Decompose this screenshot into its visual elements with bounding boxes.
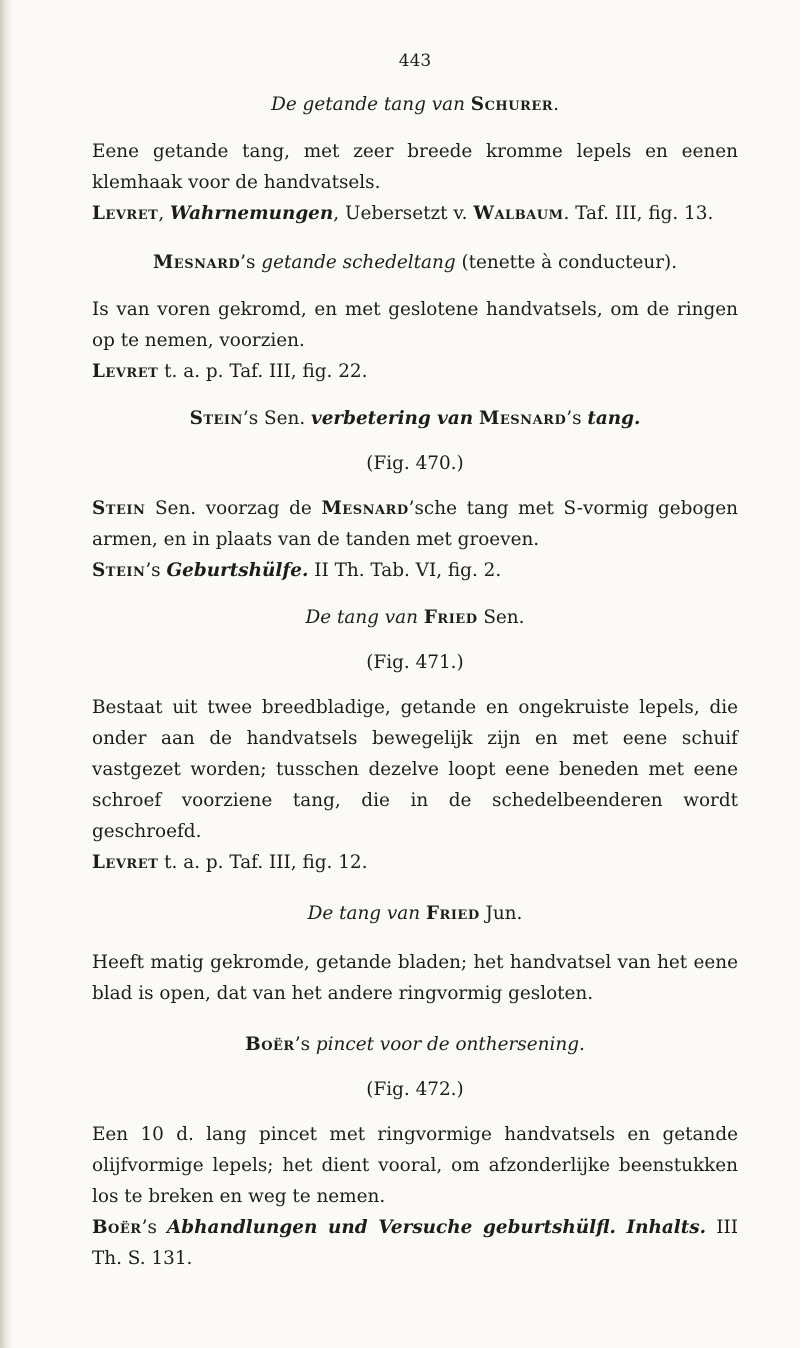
heading-text: pincet voor de onthersening. [315,1034,585,1055]
heading-end: . [553,94,559,115]
ref-author: Boër [92,1217,142,1238]
ref-author2: Walbaum [473,203,564,224]
ref-author: Levret [92,361,159,382]
heading-text: De tang van [305,607,418,628]
ref-title: Geburtshülfe. [166,560,309,581]
reference-stein [92,555,738,586]
body-name-2: Mesnard [321,498,409,519]
body-mid: Sen. voorzag de [145,498,322,519]
heading-name: Boër [245,1034,295,1055]
paragraph-stein [92,493,738,555]
heading-end: Jun. [479,903,523,924]
heading-text: De tang van [307,903,421,924]
ref-title: Wahrnemungen [170,203,334,224]
paragraph-boer: Een 10 d. lang pincet met ringvormige handvatsels en getande olijfvormige lepels; het dient vooral, om afzonderlijke beenstukken los te breken en weg te nemen. [92,1124,738,1207]
paragraph-schurer: Eene getande tang, met zeer breede kromme lepels en eenen klemhaak voor de handvatsels. [92,141,738,193]
paragraph-fried-jun: Heeft matig gekromde, getande bladen; het handvatsel van het eene blad is open, dat van het andere ringvormig gesloten. [92,952,738,1004]
heading-pre-2: ’s [566,408,588,429]
heading-pre: ’s [240,252,262,273]
heading-name: Fried [423,607,478,628]
section-heading-boer [92,1029,738,1060]
section-heading-fried-sen [92,602,738,633]
ref-mid: , Uebersetzt v. [333,203,474,224]
figure-label-472: (Fig. 472.) [366,1079,464,1100]
ref-end: III Th. S. 131. [92,1217,738,1269]
section-heading-schurer [92,89,738,120]
book-page [92,46,738,1274]
heading-text: getande schedeltang [261,252,456,273]
heading-end: (tenette à conducteur). [455,252,678,273]
heading-text: De getande tang van [271,94,465,115]
heading-pre: ’s [294,1034,316,1055]
heading-name: Schurer [470,94,554,115]
section-heading-fried-jun [92,898,738,929]
reference-boer [92,1212,738,1274]
ref-title: Abhandlungen und Versuche geburtshülfl. Inhalts. [167,1217,707,1238]
ref-sep: ’s [141,1217,168,1238]
ref-end: t. a. p. Taf. III, fig. 22. [158,361,368,382]
ref-author: Levret [92,852,159,873]
heading-name: Mesnard [152,252,241,273]
heading-end: Sen. [477,607,525,628]
ref-end: II Th. Tab. VI, fig. 2. [308,560,502,581]
heading-name: Stein [189,408,243,429]
reference-mesnard [92,356,738,387]
ref-author: Stein [92,560,146,581]
heading-text-2: tang. [587,408,641,429]
paragraph-fried-sen: Bestaat uit twee breedbladige, getande en ongekruiste lepels, die onder aan de handvatsels bewegelijk zijn en met eene schuif vastgezet worden; tusschen dezelve loopt eene beneden met eene schroef voorziene tang, die in de schedelbeenderen wordt geschroefd. [92,697,738,842]
page-binding-edge [0,0,12,1348]
heading-pre: ’s Sen. [242,408,312,429]
page-number: 443 [398,51,432,71]
reference-schurer [92,198,738,229]
body-name: Stein [92,498,146,519]
heading-text: verbetering van [311,408,474,429]
ref-author: Levret [92,203,159,224]
paragraph-mesnard: Is van voren gekromd, en met geslotene handvatsels, om de ringen op te nemen, voorzien. [92,299,738,351]
section-heading-stein [92,403,738,434]
ref-sep: ’s [145,560,167,581]
figure-label-471: (Fig. 471.) [366,652,464,673]
body-end: ’sche tang met S-vormig gebogen armen, en in plaats van de tanden met groeven. [92,498,738,550]
heading-name-2: Mesnard [479,408,567,429]
figure-label-470: (Fig. 470.) [366,453,464,474]
ref-end: . Taf. III, fig. 13. [563,203,714,224]
section-heading-mesnard [92,247,738,278]
heading-name: Fried [425,903,480,924]
ref-sep: , [158,203,171,224]
ref-end: t. a. p. Taf. III, fig. 12. [158,852,368,873]
reference-fried-sen [92,847,738,878]
